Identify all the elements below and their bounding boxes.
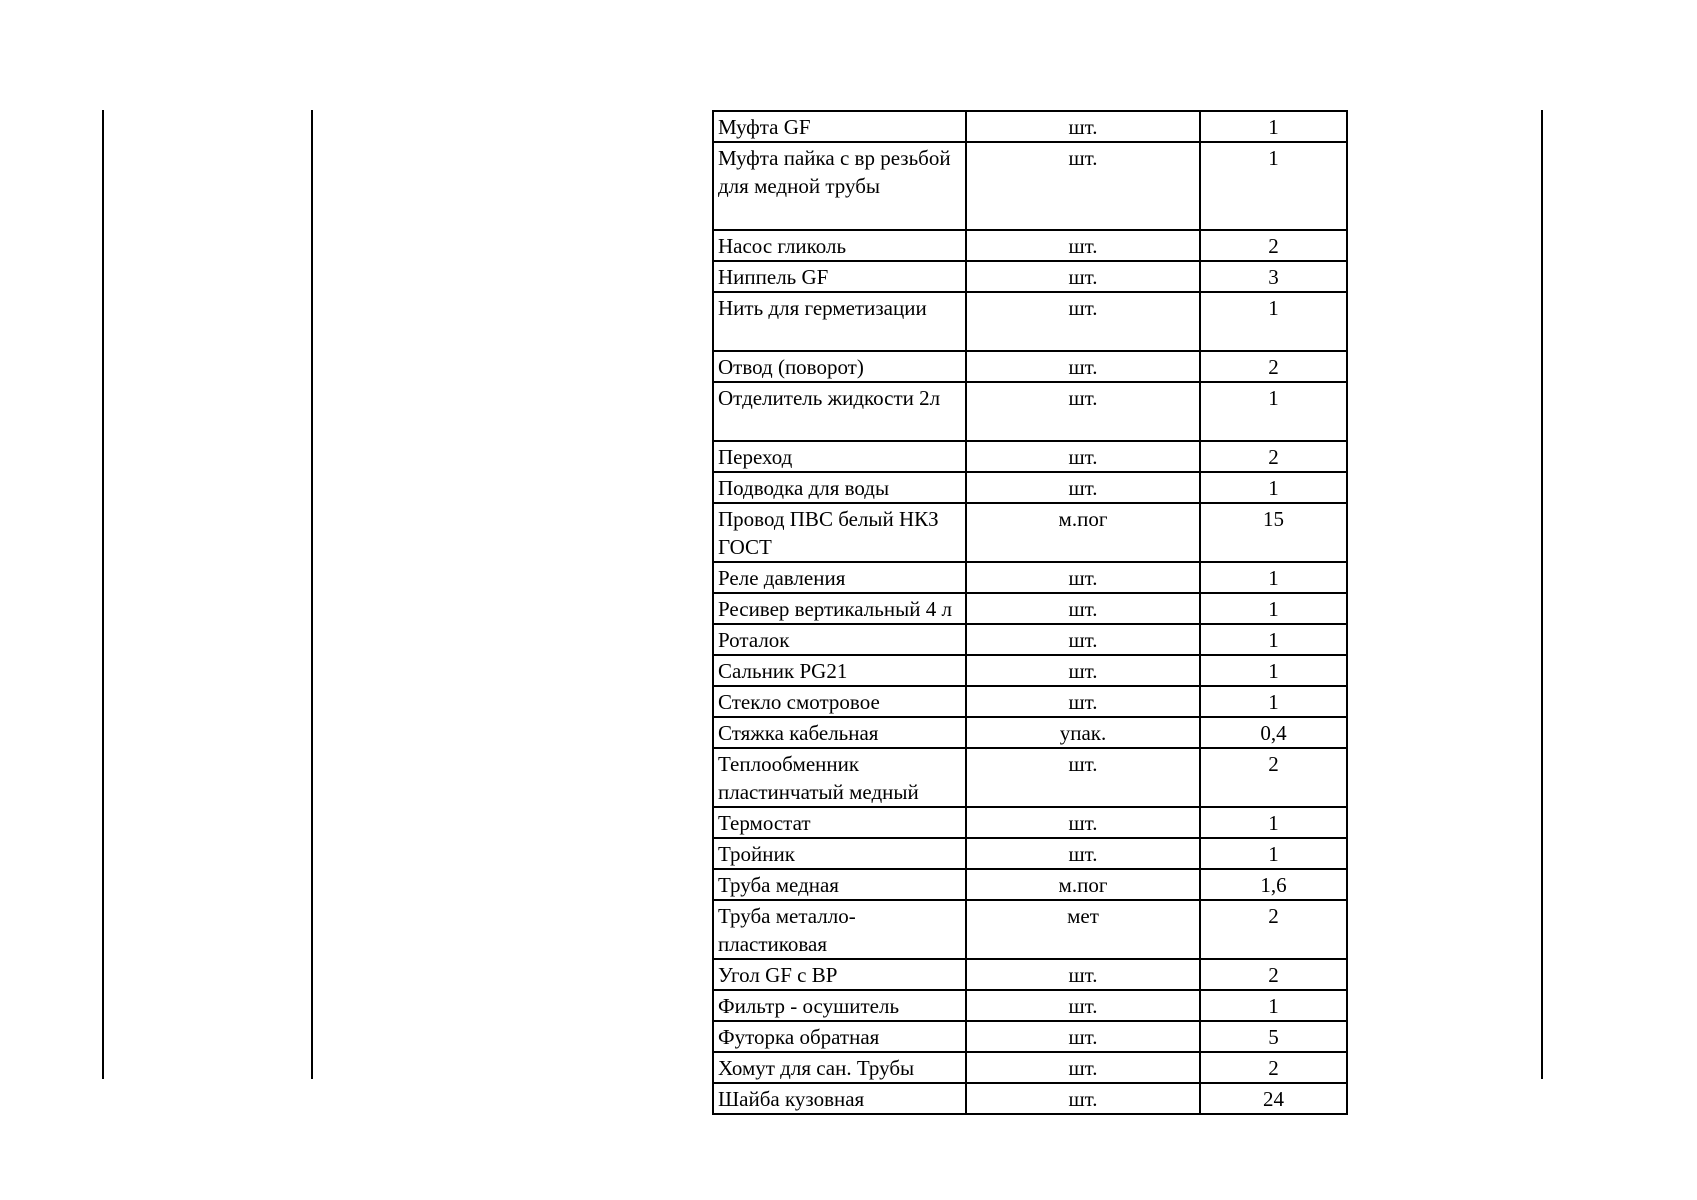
table-row: [713, 838, 1347, 869]
table-row: [713, 351, 1347, 382]
table-row: [713, 1021, 1347, 1052]
table-row: [713, 230, 1347, 261]
item-unit-cell: шт.: [966, 686, 1200, 717]
item-quantity-cell: 1: [1200, 838, 1347, 869]
page-border-left: [102, 110, 104, 1079]
item-unit-cell: м.пог: [966, 869, 1200, 900]
table-row: [713, 717, 1347, 748]
table-row: [713, 472, 1347, 503]
item-unit-cell: шт.: [966, 351, 1200, 382]
table-row: [713, 382, 1347, 441]
item-quantity-cell: 1: [1200, 655, 1347, 686]
item-unit-cell: шт.: [966, 292, 1200, 351]
item-unit-cell: шт.: [966, 230, 1200, 261]
item-unit-cell: шт.: [966, 748, 1200, 807]
table-row: [713, 261, 1347, 292]
table-row: [713, 142, 1347, 230]
item-unit-cell: шт.: [966, 261, 1200, 292]
item-unit-cell: шт.: [966, 959, 1200, 990]
item-name-cell: Провод ПВС белый НКЗ ГОСТ: [713, 503, 966, 562]
item-quantity-cell: 2: [1200, 1052, 1347, 1083]
item-quantity-cell: 5: [1200, 1021, 1347, 1052]
table-row: [713, 900, 1347, 959]
table-row: [713, 959, 1347, 990]
item-unit-cell: шт.: [966, 562, 1200, 593]
item-quantity-cell: 2: [1200, 441, 1347, 472]
item-quantity-cell: 1: [1200, 624, 1347, 655]
item-name-cell: Роталок: [713, 624, 966, 655]
item-name-cell: Угол GF с ВР: [713, 959, 966, 990]
item-unit-cell: шт.: [966, 142, 1200, 230]
item-unit-cell: шт.: [966, 111, 1200, 142]
item-name-cell: Тройник: [713, 838, 966, 869]
item-quantity-cell: 1: [1200, 990, 1347, 1021]
item-unit-cell: шт.: [966, 593, 1200, 624]
item-name-cell: Труба металло-пластиковая: [713, 900, 966, 959]
item-unit-cell: мет: [966, 900, 1200, 959]
item-name-cell: Подводка для воды: [713, 472, 966, 503]
item-unit-cell: шт.: [966, 441, 1200, 472]
table-row: [713, 1052, 1347, 1083]
table-row: [713, 869, 1347, 900]
item-name-cell: Стяжка кабельная: [713, 717, 966, 748]
item-unit-cell: шт.: [966, 1083, 1200, 1114]
item-name-cell: Теплообменник пластинчатый медный: [713, 748, 966, 807]
table-row: [713, 1083, 1347, 1114]
table-row: [713, 990, 1347, 1021]
item-quantity-cell: 2: [1200, 748, 1347, 807]
table-row: [713, 686, 1347, 717]
table-row: [713, 593, 1347, 624]
table-row: [713, 624, 1347, 655]
materials-table: [712, 110, 1348, 1115]
item-name-cell: Труба медная: [713, 869, 966, 900]
item-quantity-cell: 15: [1200, 503, 1347, 562]
item-name-cell: Хомут для сан. Трубы: [713, 1052, 966, 1083]
table-row: [713, 111, 1347, 142]
item-name-cell: Фильтр - осушитель: [713, 990, 966, 1021]
item-quantity-cell: 2: [1200, 230, 1347, 261]
item-quantity-cell: 2: [1200, 900, 1347, 959]
item-name-cell: Ресивер вертикальный 4 л: [713, 593, 966, 624]
item-unit-cell: шт.: [966, 472, 1200, 503]
item-quantity-cell: 1,6: [1200, 869, 1347, 900]
item-quantity-cell: 1: [1200, 292, 1347, 351]
table-row: [713, 562, 1347, 593]
item-unit-cell: шт.: [966, 807, 1200, 838]
item-quantity-cell: 1: [1200, 686, 1347, 717]
item-name-cell: Ниппель GF: [713, 261, 966, 292]
item-quantity-cell: 1: [1200, 593, 1347, 624]
item-unit-cell: шт.: [966, 382, 1200, 441]
table-row: [713, 807, 1347, 838]
item-name-cell: Сальник PG21: [713, 655, 966, 686]
table-row: [713, 655, 1347, 686]
page-border-right: [1541, 110, 1543, 1079]
item-quantity-cell: 1: [1200, 807, 1347, 838]
item-quantity-cell: 3: [1200, 261, 1347, 292]
item-unit-cell: шт.: [966, 624, 1200, 655]
item-name-cell: Насос гликоль: [713, 230, 966, 261]
table-row: [713, 292, 1347, 351]
item-name-cell: Нить для герметизации: [713, 292, 966, 351]
item-quantity-cell: 2: [1200, 959, 1347, 990]
materials-table-body: [713, 111, 1347, 1114]
item-name-cell: Термостат: [713, 807, 966, 838]
table-row: [713, 503, 1347, 562]
item-name-cell: Муфта пайка с вр резьбой для медной трубы: [713, 142, 966, 230]
item-quantity-cell: 1: [1200, 142, 1347, 230]
column-divider: [311, 110, 313, 1079]
item-unit-cell: шт.: [966, 990, 1200, 1021]
item-name-cell: Шайба кузовная: [713, 1083, 966, 1114]
item-name-cell: Отвод (поворот): [713, 351, 966, 382]
item-unit-cell: шт.: [966, 655, 1200, 686]
item-name-cell: Переход: [713, 441, 966, 472]
table-row: [713, 748, 1347, 807]
item-unit-cell: шт.: [966, 838, 1200, 869]
item-name-cell: Реле давления: [713, 562, 966, 593]
item-unit-cell: шт.: [966, 1021, 1200, 1052]
item-unit-cell: упак.: [966, 717, 1200, 748]
item-quantity-cell: 1: [1200, 472, 1347, 503]
item-name-cell: Муфта GF: [713, 111, 966, 142]
item-name-cell: Стекло смотровое: [713, 686, 966, 717]
item-quantity-cell: 1: [1200, 111, 1347, 142]
item-quantity-cell: 1: [1200, 382, 1347, 441]
item-unit-cell: шт.: [966, 1052, 1200, 1083]
item-name-cell: Футорка обратная: [713, 1021, 966, 1052]
item-quantity-cell: 2: [1200, 351, 1347, 382]
table-row: [713, 441, 1347, 472]
item-name-cell: Отделитель жидкости 2л: [713, 382, 966, 441]
item-quantity-cell: 24: [1200, 1083, 1347, 1114]
item-unit-cell: м.пог: [966, 503, 1200, 562]
item-quantity-cell: 0,4: [1200, 717, 1347, 748]
item-quantity-cell: 1: [1200, 562, 1347, 593]
